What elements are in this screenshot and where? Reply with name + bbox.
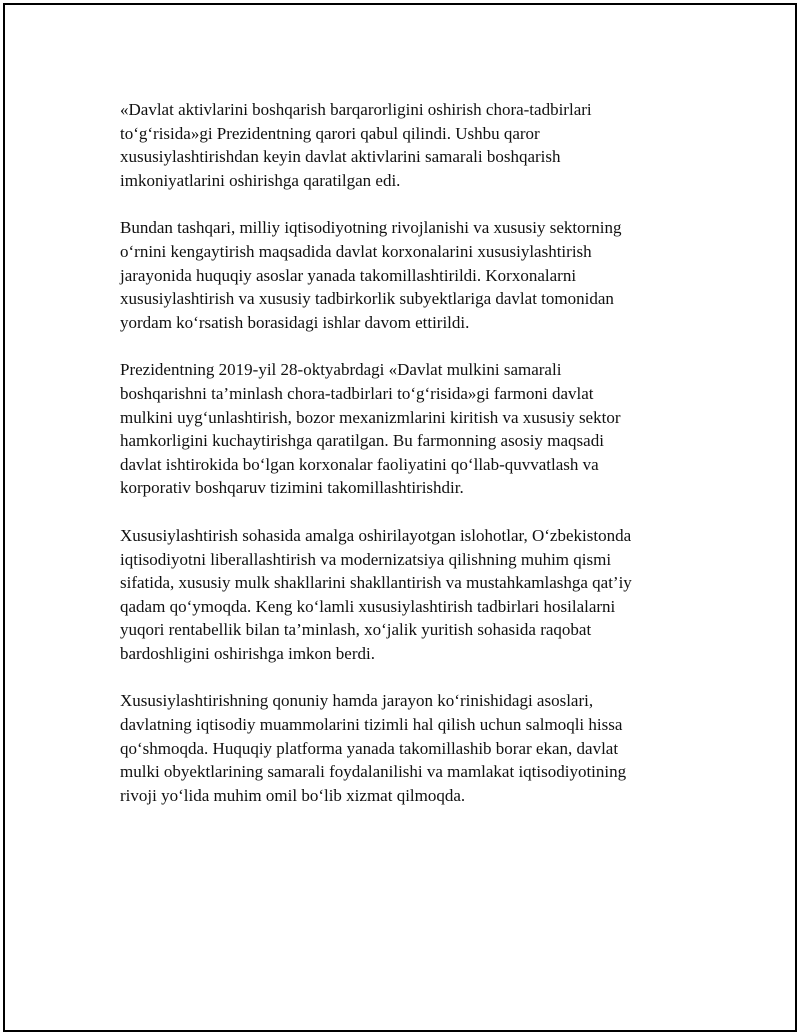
paragraph-1 [120, 98, 680, 192]
text-line: davlatning iqtisodiy muammolarini tizimli hal qilish uchun salmoqli hissa [120, 715, 623, 735]
text-line: o‘rnini kengaytirish maqsadida davlat korxonalarini xususiylashtirish [120, 241, 592, 261]
text-line: to‘g‘risida»gi Prezidentning qarori qabul qilindi. Ushbu qaror [120, 123, 540, 143]
text-line: «Davlat aktivlarini boshqarish barqarorligini oshirish chora-tadbirlari [120, 100, 592, 119]
text-line: mulkini uyg‘unlashtirish, bozor mexanizmlarini kiritish va xususiy sektor [120, 407, 621, 427]
text-line: sifatida, xususiy mulk shakllarini shakllantirish va mustahkamlashga qat’iy [120, 573, 632, 593]
text-line: davlat ishtirokida bo‘lgan korxonalar faoliyatini qo‘llab-quvvatlash va [120, 454, 599, 474]
text-line: Xususiylashtirish sohasida amalga oshirilayotgan islohotlar, O‘zbekistonda [120, 525, 632, 545]
document-page [3, 3, 797, 1032]
text-line: yuqori rentabellik bilan ta’minlash, xo‘jalik yuritish sohasida raqobat [120, 620, 592, 640]
text-line: rivoji yo‘lida muhim omil bo‘lib xizmat qilmoqda. [120, 785, 466, 805]
text-line: boshqarishni ta’minlash chora-tadbirlari to‘g‘risida»gi farmoni davlat [120, 383, 594, 403]
text-line: Prezidentning 2019-yil 28-oktyabrdagi «Davlat mulkini samarali [120, 360, 562, 380]
text-line: korporativ boshqaruv tizimini takomillashtirishdir. [120, 478, 464, 498]
paragraph-2 [120, 216, 680, 334]
text-line: iqtisodiyotni liberallashtirish va modernizatsiya qilishning muhim qismi [120, 549, 612, 569]
text-line: qadam qo‘ymoqda. Keng ko‘lamli xususiylashtirish tadbirlari hosilalarni [120, 596, 616, 616]
text-line: jarayonida huquqiy asoslar yanada takomillashtirildi. Korxonalarni [120, 265, 577, 285]
text-line: yordam ko‘rsatish borasidagi ishlar davom ettirildi. [120, 312, 470, 332]
paragraph-4 [120, 524, 680, 666]
text-line: imkoniyatlarini oshirishga qaratilgan edi. [120, 170, 401, 190]
text-line: bardoshligini oshirishga imkon berdi. [120, 643, 375, 663]
text-line: Bundan tashqari, milliy iqtisodiyotning rivojlanishi va xususiy sektorning [120, 218, 622, 238]
text-line: Xususiylashtirishning qonuniy hamda jarayon ko‘rinishidagi asoslari, [120, 691, 594, 711]
paragraph-3 [120, 358, 680, 500]
document-body [120, 98, 680, 831]
text-line: hamkorligini kuchaytirishga qaratilgan. Bu farmonning asosiy maqsadi [120, 431, 604, 451]
text-line: xususiylashtirish va xususiy tadbirkorlik subyektlariga davlat tomonidan [120, 289, 614, 309]
text-line: mulki obyektlarining samarali foydalanilishi va mamlakat iqtisodiyotining [120, 762, 627, 782]
paragraph-5 [120, 689, 680, 807]
text-line: xususiylashtirishdan keyin davlat aktivlarini samarali boshqarish [120, 147, 561, 167]
text-line: qo‘shmoqda. Huquqiy platforma yanada takomillashib borar ekan, davlat [120, 738, 619, 758]
